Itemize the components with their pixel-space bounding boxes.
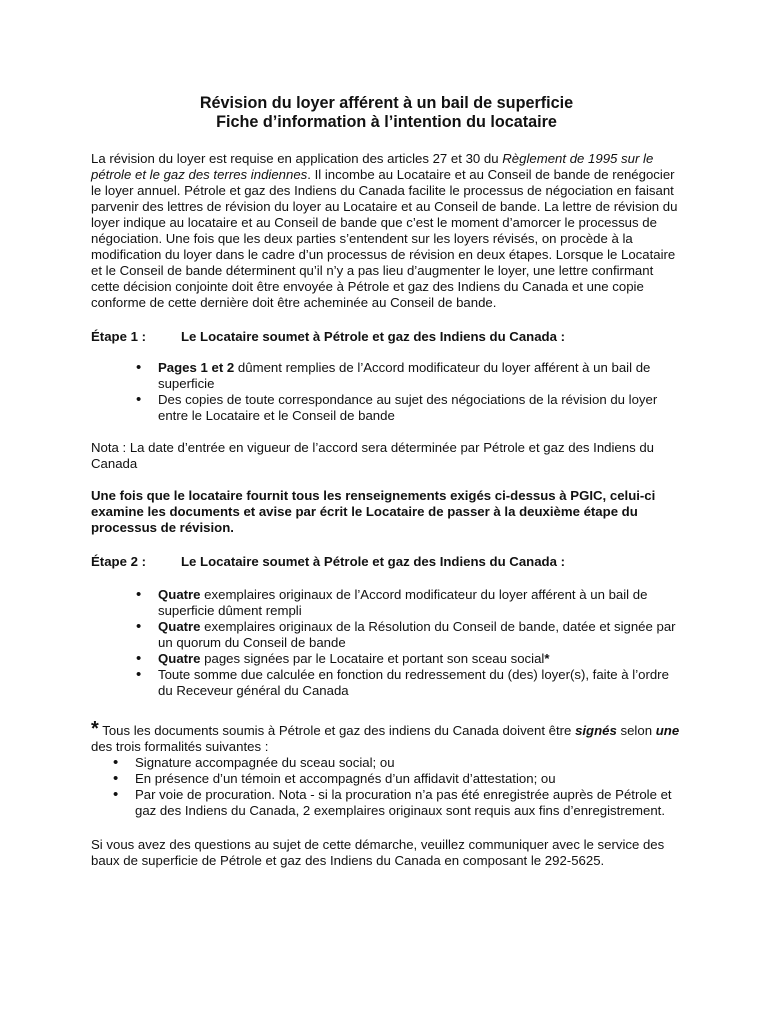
step-1-label: Étape 1 :	[91, 329, 146, 344]
list-item-bold: Quatre	[158, 651, 201, 666]
regulation-title: Règlement de 1995 sur le pétrole et le gaz des terres indiennes	[91, 151, 654, 182]
nota-paragraph: Nota : La date d’entrée en vigueur de l’accord sera déterminée par Pétrole et gaz des Indiens du Canada	[91, 440, 655, 471]
asterisk-marker: *	[544, 651, 550, 666]
list-item-text: pages signées par le Locataire et portant son sceau social	[200, 651, 545, 666]
list-item: • Signature accompagnée du sceau social; ou	[113, 755, 682, 771]
list-item-text: exemplaires originaux de l’Accord modificateur du loyer afférent à un bail de superficie dûment rempli	[158, 587, 648, 618]
step-1-title: Le Locataire soumet à Pétrole et gaz des Indiens du Canada :	[181, 329, 566, 344]
list-item-text: exemplaires originaux de la Résolution du Conseil de bande, datée et signée par un quorum du Conseil de bande	[158, 619, 676, 650]
note-text-3: des trois formalités suivantes :	[91, 739, 269, 754]
title-line-1: Révision du loyer afférent à un bail de superficie	[199, 94, 574, 112]
list-item-text: dûment remplies de l’Accord modificateur du loyer afférent à un bail de superficie	[158, 360, 651, 391]
list-item	[136, 667, 682, 699]
contact-paragraph: Si vous avez des questions au sujet de cette démarche, veuillez communiquer avec le service des baux de superficie de Pétrole et gaz des Indiens du Canada en composant le 292-5625.	[91, 837, 665, 868]
signature-requirements-paragraph	[91, 718, 682, 755]
list-item: • Par voie de procuration. Nota - si la procuration n’a pas été enregistrée auprès de Pétrole et gaz des Indiens du Canada, 2 exemplaires originaux sont requis aux fins d’enregistrement.	[113, 787, 682, 819]
note-text-1: Tous les documents soumis à Pétrole et gaz des indiens du Canada doivent être	[98, 723, 576, 738]
step-1-heading	[91, 329, 682, 345]
step-2-list	[91, 587, 682, 699]
list-item-bold: Quatre	[158, 587, 201, 602]
intro-text-1: La révision du loyer est requise en application des articles 27 et 30 du	[91, 151, 503, 166]
list-item	[136, 619, 682, 651]
emphasis-signes: signés	[575, 723, 617, 738]
title-line-2: Fiche d’information à l’intention du locataire	[216, 113, 557, 131]
list-item	[136, 651, 682, 667]
document-title	[91, 94, 682, 132]
asterisk-marker: *	[91, 718, 99, 740]
emphasis-une: une	[655, 723, 680, 738]
list-item	[136, 587, 682, 619]
list-item-bold: Pages 1 et 2	[158, 360, 235, 375]
list-item	[136, 392, 682, 424]
list-item-text: Des copies de toute correspondance au sujet des négociations de la révision du loyer entre le Locataire et le Conseil de bande	[158, 392, 658, 423]
list-item-bold: Quatre	[158, 619, 201, 634]
note-text-2: selon	[616, 723, 656, 738]
list-item	[136, 360, 682, 392]
intro-text-2: . Il incombe au Locataire et au Conseil de bande de renégocier le loyer annuel. Pétrole et gaz des Indiens du Canada facilite le processus de négociation en faisant parvenir des lettres de révision du loyer au Locataire et au Conseil de bande. La lettre de révision du loyer indique au locataire et au Conseil de bande que c’est le moment d’amorcer le processus de négociation. Une fois que les deux parties s’entendent sur les loyers révisés, on procède à la modification du loyer dans le cadre d’un processus de révision en deux étapes. Lorsque le Locataire et le Conseil de bande déterminent qu’il n’y a pas lieu d’augmenter le loyer, une lettre confirmant cette décision conjointe doit être envoyée à Pétrole et gaz des Indiens du Canada et une copie conforme de cette dernière doit être acheminée au Conseil de bande.	[91, 167, 678, 310]
signature-formalities-list	[91, 755, 682, 819]
step-2-title: Le Locataire soumet à Pétrole et gaz des Indiens du Canada :	[181, 554, 566, 569]
step-1-list	[91, 360, 682, 424]
step-2-label: Étape 2 :	[91, 554, 146, 569]
intro-paragraph	[91, 151, 682, 311]
review-notice-paragraph: Une fois que le locataire fournit tous les renseignements exigés ci-dessus à PGIC, celui-ci examine les documents et avise par écrit le Locataire de passer à la deuxième étape du processus de révision.	[91, 488, 656, 535]
list-item: • En présence d’un témoin et accompagnés d’un affidavit d’attestation; ou	[113, 771, 682, 787]
list-item-text: Toute somme due calculée en fonction du redressement du (des) loyer(s), faite à l’ordre du Receveur général du Canada	[158, 667, 669, 698]
step-2-heading	[91, 554, 682, 570]
